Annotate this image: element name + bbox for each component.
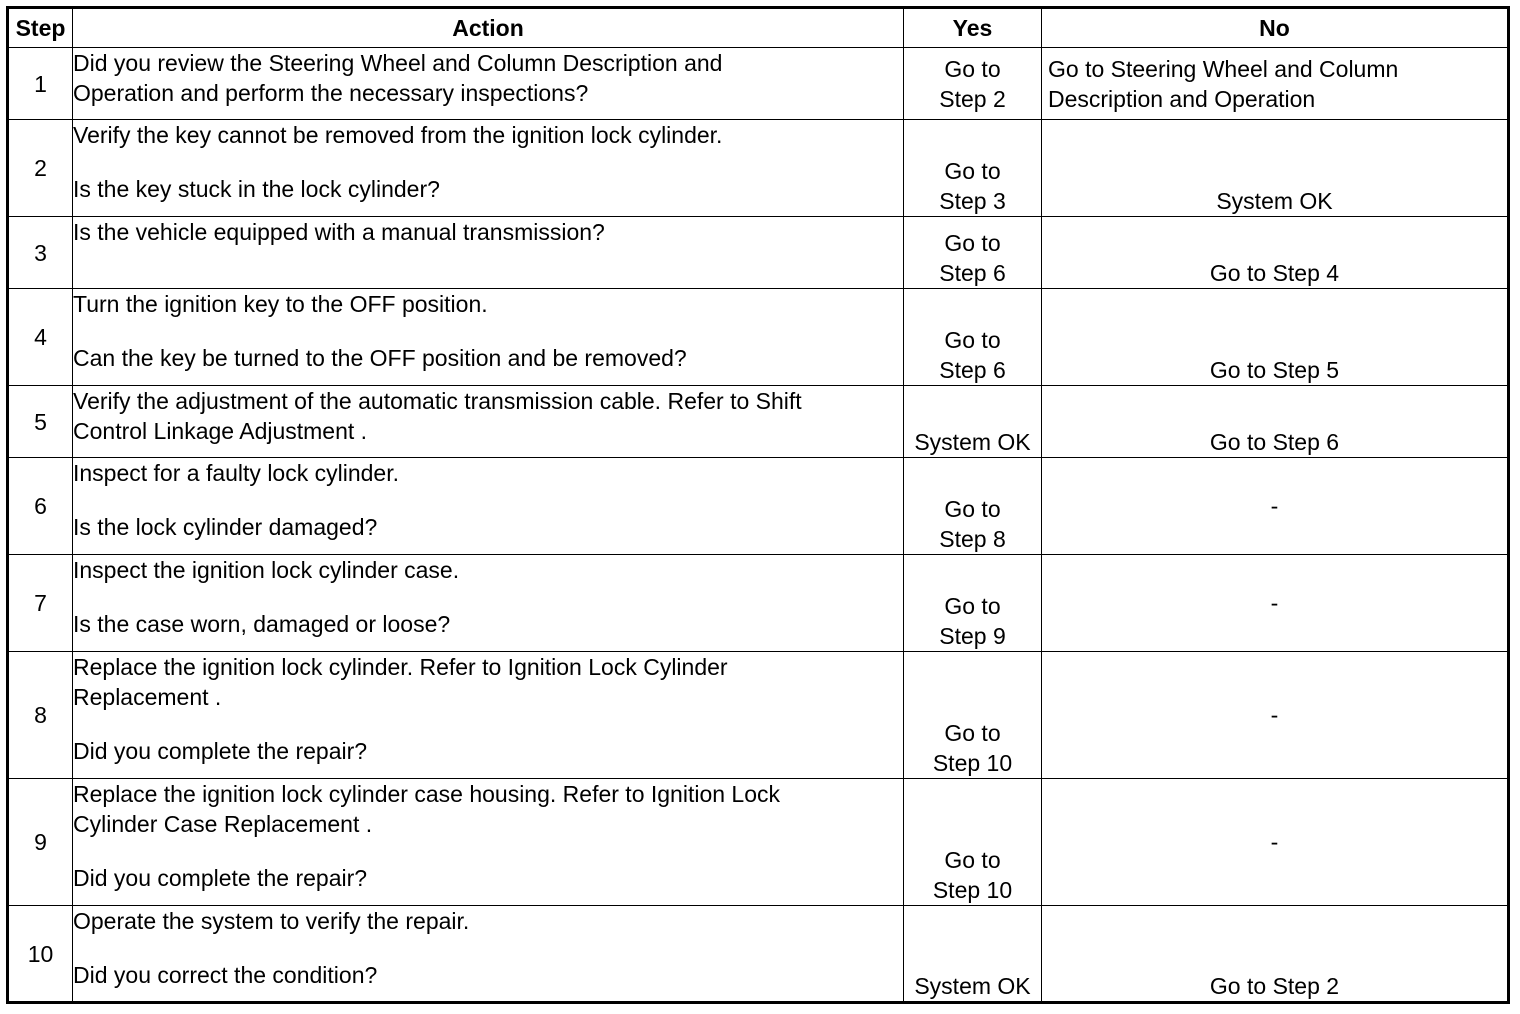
- table-row: [8, 779, 1509, 906]
- table-row: [8, 555, 1509, 652]
- no-cell: [1042, 652, 1509, 779]
- action-cell: [73, 120, 904, 217]
- header-step: Step: [8, 8, 73, 48]
- no-cell: [1042, 458, 1509, 555]
- action-text: Verify the adjustment of the automatic transmission cable. Refer to Shift: [73, 388, 802, 414]
- yes-text: Step 6: [939, 357, 1006, 383]
- no-cell: [1042, 555, 1509, 652]
- yes-text: Step 8: [939, 526, 1006, 552]
- no-cell: [1042, 48, 1509, 120]
- action-cell: [73, 555, 904, 652]
- action-text: Inspect for a faulty lock cylinder.: [73, 460, 399, 486]
- step-number: 3: [8, 217, 73, 289]
- action-cell: [73, 217, 904, 289]
- action-text: Replacement .: [73, 684, 222, 710]
- yes-text: Go to: [944, 158, 1001, 184]
- action-cell: [73, 458, 904, 555]
- action-text: Control Linkage Adjustment .: [73, 418, 368, 444]
- action-text: Did you review the Steering Wheel and Column Description and: [73, 50, 723, 76]
- action-cell: [73, 779, 904, 906]
- yes-text: System OK: [914, 973, 1031, 999]
- no-text: -: [1270, 702, 1279, 728]
- step-number: 6: [8, 458, 73, 555]
- no-text: -: [1270, 493, 1279, 519]
- no-text: System OK: [1216, 188, 1333, 214]
- action-question: Did you complete the repair?: [73, 865, 368, 891]
- yes-text: Step 10: [932, 877, 1013, 903]
- action-text: Inspect the ignition lock cylinder case.: [73, 557, 460, 583]
- step-number: 5: [8, 386, 73, 458]
- action-cell: [73, 289, 904, 386]
- yes-text: Go to: [944, 593, 1001, 619]
- action-cell: [73, 906, 904, 1003]
- no-cell: [1042, 386, 1509, 458]
- action-text: Is the vehicle equipped with a manual transmission?: [73, 219, 605, 245]
- step-number: 8: [8, 652, 73, 779]
- table-row: [8, 48, 1509, 120]
- no-cell: [1042, 779, 1509, 906]
- action-text: Replace the ignition lock cylinder case housing. Refer to Ignition Lock: [73, 781, 781, 807]
- table-row: [8, 289, 1509, 386]
- header-action: Action: [73, 8, 904, 48]
- action-cell: [73, 48, 904, 120]
- action-text: Verify the key cannot be removed from the ignition lock cylinder.: [73, 122, 723, 148]
- no-cell: [1042, 906, 1509, 1003]
- yes-text: Go to: [944, 496, 1001, 522]
- yes-cell: [904, 289, 1042, 386]
- yes-text: System OK: [914, 429, 1031, 455]
- header-yes: Yes: [904, 8, 1042, 48]
- yes-text: Step 9: [939, 623, 1006, 649]
- action-question: Is the lock cylinder damaged?: [73, 514, 378, 540]
- yes-cell: [904, 48, 1042, 120]
- no-text: Go to Step 5: [1209, 357, 1340, 383]
- yes-text: Step 6: [939, 260, 1006, 286]
- step-number: 10: [8, 906, 73, 1003]
- action-question: Did you complete the repair?: [73, 738, 368, 764]
- yes-cell: [904, 652, 1042, 779]
- step-number: 4: [8, 289, 73, 386]
- yes-text: Step 10: [932, 750, 1013, 776]
- header-row: [8, 8, 1509, 48]
- diagnostic-table: [6, 6, 1510, 1004]
- table-row: [8, 217, 1509, 289]
- yes-cell: [904, 906, 1042, 1003]
- table-row: [8, 386, 1509, 458]
- no-text: -: [1270, 590, 1279, 616]
- table-row: [8, 652, 1509, 779]
- yes-text: Go to: [944, 847, 1001, 873]
- action-question: Can the key be turned to the OFF position and be removed?: [73, 345, 687, 371]
- yes-cell: [904, 386, 1042, 458]
- table-row: [8, 120, 1509, 217]
- no-text: Go to Steering Wheel and Column: [1048, 56, 1399, 82]
- no-text: -: [1270, 829, 1279, 855]
- yes-text: Go to: [944, 56, 1001, 82]
- yes-cell: [904, 555, 1042, 652]
- yes-cell: [904, 458, 1042, 555]
- action-text: Turn the ignition key to the OFF position.: [73, 291, 488, 317]
- no-text: Go to Step 2: [1209, 973, 1340, 999]
- table-row: [8, 458, 1509, 555]
- no-text: Description and Operation: [1048, 86, 1316, 112]
- step-number: 2: [8, 120, 73, 217]
- yes-cell: [904, 217, 1042, 289]
- step-number: 1: [8, 48, 73, 120]
- step-number: 7: [8, 555, 73, 652]
- action-text: Replace the ignition lock cylinder. Refer to Ignition Lock Cylinder: [73, 654, 728, 680]
- no-cell: [1042, 289, 1509, 386]
- yes-text: Go to: [944, 230, 1001, 256]
- action-question: Did you correct the condition?: [73, 962, 378, 988]
- yes-cell: [904, 779, 1042, 906]
- step-number: 9: [8, 779, 73, 906]
- no-cell: [1042, 120, 1509, 217]
- yes-text: Step 2: [939, 86, 1006, 112]
- yes-text: Go to: [944, 327, 1001, 353]
- yes-cell: [904, 120, 1042, 217]
- action-text: Operation and perform the necessary inspections?: [73, 80, 589, 106]
- action-cell: [73, 386, 904, 458]
- action-cell: [73, 652, 904, 779]
- action-question: Is the case worn, damaged or loose?: [73, 611, 451, 637]
- table-row: [8, 906, 1509, 1003]
- no-text: Go to Step 4: [1209, 260, 1340, 286]
- action-text: Operate the system to verify the repair.: [73, 908, 470, 934]
- yes-text: Go to: [944, 720, 1001, 746]
- action-text: Cylinder Case Replacement .: [73, 811, 373, 837]
- no-text: Go to Step 6: [1209, 429, 1340, 455]
- no-cell: [1042, 217, 1509, 289]
- action-question: Is the key stuck in the lock cylinder?: [73, 176, 440, 202]
- yes-text: Step 3: [939, 188, 1006, 214]
- header-no: No: [1042, 8, 1509, 48]
